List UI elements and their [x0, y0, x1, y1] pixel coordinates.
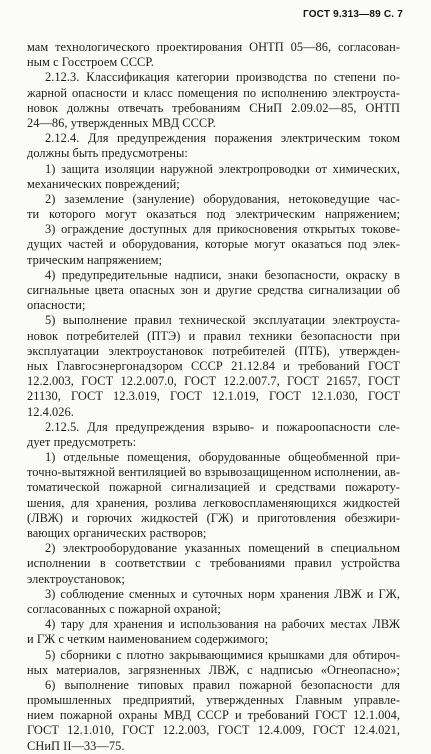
text-line: эксплуатации электроустановок потребителей (ПТБ), утвержден- — [27, 343, 400, 358]
text-line: 12.4.026. — [27, 404, 74, 419]
text-line: жарной опасности и класс помещения по исполнению электроуста- — [27, 85, 400, 100]
text-line: 24—86, утвержденных МВД СССР. — [27, 115, 216, 130]
page-header: ГОСТ 9.313—89 С. 7 — [302, 9, 403, 20]
text-line: шения, для хранения, розлива легковоспламеняющихся жидкостей — [27, 495, 400, 510]
text-line: 4) тару для хранения и использования на рабочих местах ЛВЖ — [45, 617, 400, 632]
text-line: 1) защита изоляции наружной электропроводки от химических, — [45, 161, 400, 176]
text-line: вающих органических растворов; — [27, 526, 207, 540]
text-line: 21130, ГОСТ 12.3.019, ГОСТ 12.1.019, ГОСТ 12.1.030, ГОСТ — [27, 389, 400, 404]
text-line: 2.12.5. Для предупреждения взрыво- и пожароопасности сле- — [45, 419, 400, 434]
text-line: мам технологического проектирования ОНТП 05—86, согласован- — [27, 40, 400, 54]
text-line: 2) заземление (зануление) оборудования, нетоковедущие час- — [45, 191, 400, 206]
text-line: ГОСТ 12.1.010, ГОСТ 12.2.003, ГОСТ 12.4.009, ГОСТ 12.4.021, — [27, 723, 400, 738]
text-line: 6) выполнение типовых правил пожарной безопасности для — [45, 677, 400, 692]
text-line: 5) выполнение правил технической эксплуатации электроуста- — [45, 313, 400, 328]
text-line: ти которого могут оказаться под электрическим напряжением; — [27, 207, 400, 222]
text-line: механических повреждений; — [27, 176, 180, 191]
text-line: 1) отдельные помещения, оборудованные общеобменной при- — [45, 450, 400, 465]
text-line: согласованных с пожарной охраной; — [27, 601, 221, 616]
text-line: 2.12.4. Для предупреждения поражения электрическим током — [45, 131, 400, 146]
text-line: СНиП II—33—75. — [27, 738, 125, 753]
text-line: 12.2.003, ГОСТ 12.2.007.0, ГОСТ 12.2.007.7, ГОСТ 21657, ГОСТ — [27, 374, 400, 389]
text-line: томатической пожарной сигнализацией и средствами пожароту- — [27, 480, 400, 495]
text-line: ных Главгосэнергонадзором СССР 21.12.84 и требований ГОСТ — [27, 358, 400, 373]
text-line: и ГЖ с четким наименованием содержимого; — [27, 632, 269, 647]
text-line: дущих частей и оборудования, которые могут оказаться под элек- — [27, 237, 400, 252]
text-line: 2.12.3. Классификация категории производства по степени по- — [45, 70, 400, 85]
text-line: нием пожарной охраны МВД СССР и требований ГОСТ 12.1.004, — [27, 708, 400, 723]
text-line: опасности; — [27, 298, 86, 313]
text-line: новок должны отвечать требованиям СНиП 2.09.02—85, ОНТП — [27, 100, 400, 115]
text-line: трическим напряжением; — [27, 252, 163, 267]
text-line: 5) сборники с плотно закрывающимися крышками для обтироч- — [45, 647, 400, 662]
text-line: электроустановок; — [27, 571, 125, 586]
text-line: 3) соблюдение сменных и суточных норм хранения ЛВЖ и ГЖ, — [45, 586, 400, 601]
text-line: 4) предупредительные надписи, знаки безопасности, окраску в — [45, 267, 400, 282]
text-line: точно-вытяжной вентиляцией во взрывозащищенном исполнении, ав- — [27, 465, 400, 480]
text-line: сигнальные цвета опасных зон и другие средства сигнализации об — [27, 283, 400, 297]
text-line: новок потребителей (ПТЭ) и правил техники безопасности при — [27, 328, 400, 343]
document-body — [27, 40, 400, 754]
text-line: 2) электрооборудование указанных помещений в специальном — [45, 541, 400, 556]
text-line: дует предусмотреть: — [27, 434, 137, 449]
text-line: ных материалов, загрязненных ЛВЖ, с надписью «Огнеопасно»; — [27, 662, 400, 677]
text-line: промышленных предприятий, утвержденных Главным управле- — [27, 693, 400, 708]
text-line: (ЛВЖ) и горючих жидкостей (ГЖ) и приготовления обезжири- — [27, 510, 400, 525]
text-line: исполнении в соответствии с требованиями правил устройства — [27, 556, 400, 571]
text-line: 3) ограждение доступных для прикосновения открытых токове- — [45, 222, 400, 237]
text-line: ным с Госстроем СССР. — [27, 55, 154, 70]
text-line: должны быть предусмотрены: — [27, 146, 188, 161]
